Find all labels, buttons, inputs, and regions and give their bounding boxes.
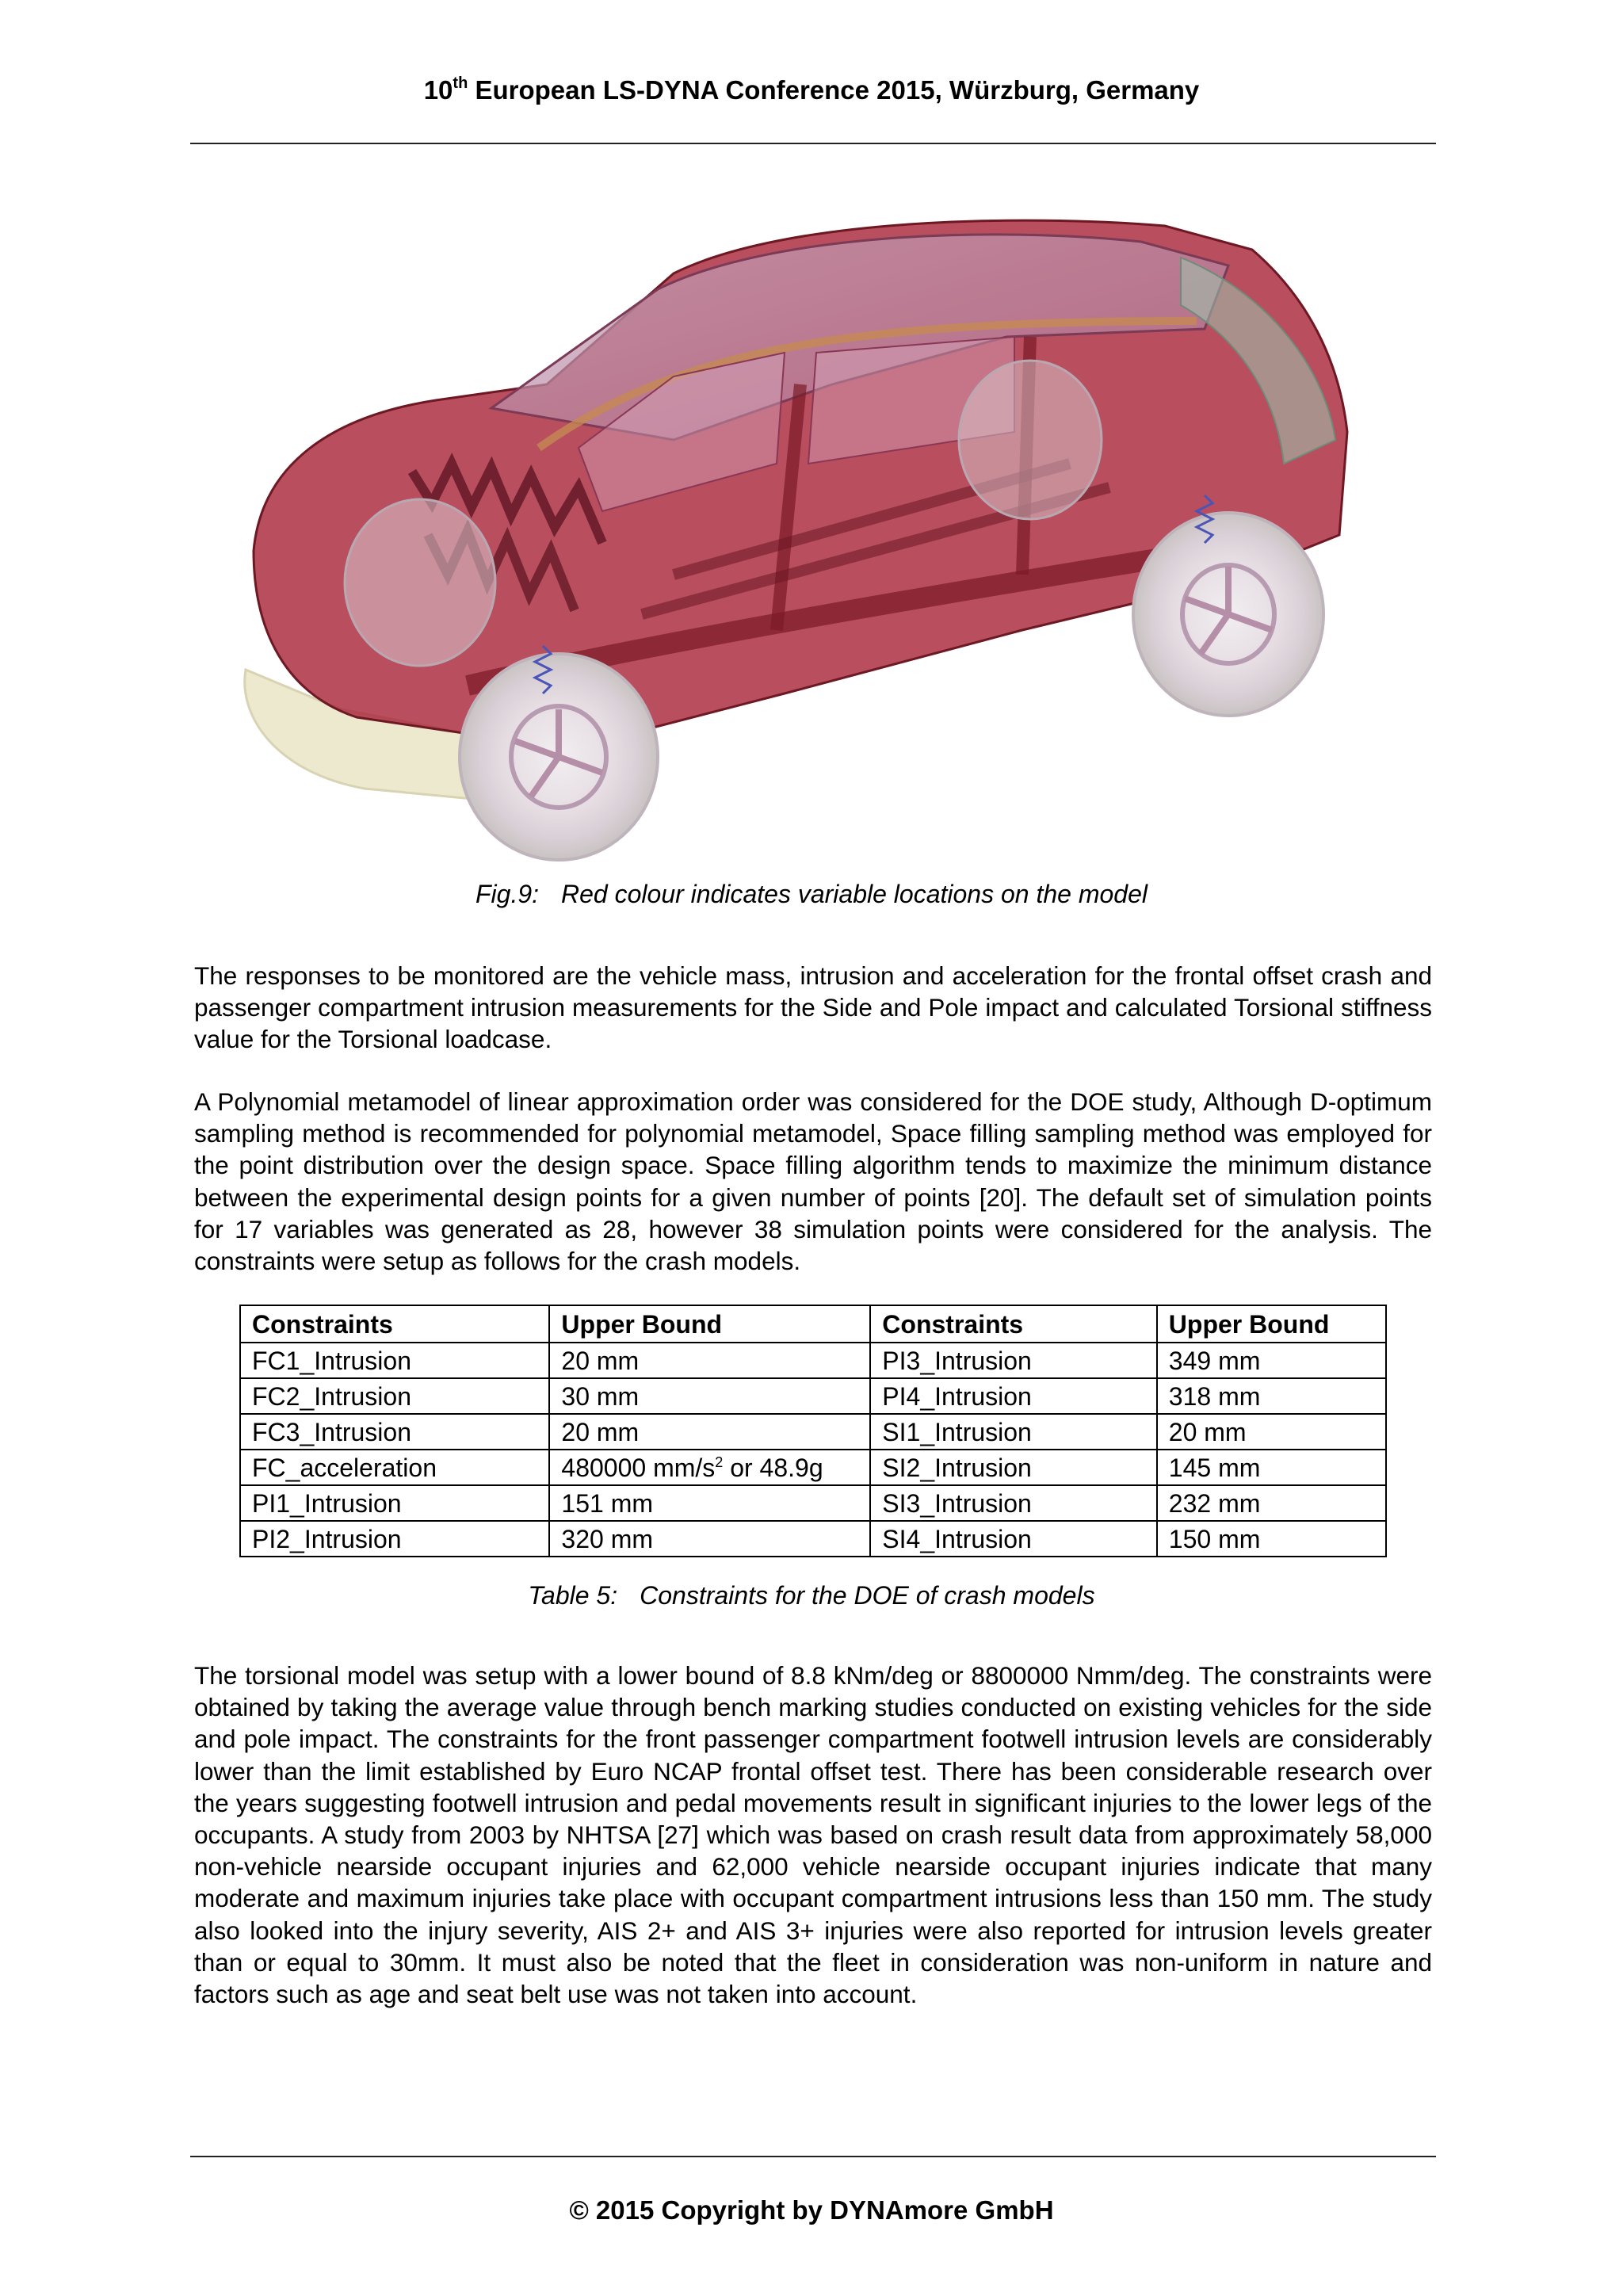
header-title: European LS-DYNA Conference 2015, Würzburg, Germany <box>475 75 1200 105</box>
table-caption-label: Table 5: <box>528 1581 618 1610</box>
table-cell: SI1_Intrusion <box>870 1414 1157 1450</box>
table-header-cell: Constraints <box>870 1305 1157 1343</box>
header-ordinal-suffix: th <box>453 74 468 92</box>
table-cell-acceleration <box>549 1450 870 1485</box>
front-right-wheel <box>345 499 495 666</box>
table-cell: SI3_Intrusion <box>870 1485 1157 1521</box>
table-header-cell: Constraints <box>240 1305 549 1343</box>
table-cell: 20 mm <box>549 1343 870 1378</box>
paragraph-metamodel: A Polynomial metamodel of linear approximation order was considered for the DOE study, Although D-optimum sampling method is recommended for polynomial metamodel, Space filling sampling method was employed for the point distribution over the design space. Space filling algorithm tends to maximize the minimum distance between the experimental design points for a given number of points [20]. The default set of simulation points for 17 variables was generated as 28, however 38 simulation points were considered for the analysis. The constraints were setup as follows for the crash models. <box>194 1087 1432 1276</box>
table-cell: 318 mm <box>1157 1378 1386 1414</box>
table-cell: 349 mm <box>1157 1343 1386 1378</box>
table-cell: 30 mm <box>549 1378 870 1414</box>
table-cell: PI1_Intrusion <box>240 1485 549 1521</box>
rear-right-wheel <box>959 361 1102 519</box>
header-ordinal: 10 <box>423 75 453 105</box>
table-header-cell: Upper Bound <box>549 1305 870 1343</box>
figure-caption-text: Red colour indicates variable locations on the model <box>561 880 1148 908</box>
table-row <box>240 1378 1386 1414</box>
table-cell: SI2_Intrusion <box>870 1450 1157 1485</box>
table-cell: FC_acceleration <box>240 1450 549 1485</box>
table-row <box>240 1521 1386 1557</box>
table-cell: 151 mm <box>549 1485 870 1521</box>
table-caption-text: Constraints for the DOE of crash models <box>640 1581 1095 1610</box>
table-cell: SI4_Intrusion <box>870 1521 1157 1557</box>
table-row <box>240 1414 1386 1450</box>
header-rule <box>190 143 1436 144</box>
table-cell: 20 mm <box>549 1414 870 1450</box>
table-header-cell: Upper Bound <box>1157 1305 1386 1343</box>
vehicle-model-figure <box>230 202 1395 868</box>
table-row <box>240 1450 1386 1485</box>
table-cell: FC1_Intrusion <box>240 1343 549 1378</box>
table-cell: FC2_Intrusion <box>240 1378 549 1414</box>
paragraph-responses: The responses to be monitored are the vehicle mass, intrusion and acceleration for the frontal offset crash and passenger compartment intrusion measurements for the Side and Pole impact and calculated Torsional stiffness value for the Torsional loadcase. <box>194 961 1432 1054</box>
table-cell: PI3_Intrusion <box>870 1343 1157 1378</box>
page-footer: © 2015 Copyright by DYNAmore GmbH <box>569 2195 1054 2225</box>
table-cell: 145 mm <box>1157 1450 1386 1485</box>
table-caption <box>0 1580 1623 1611</box>
rear-left-wheel <box>1133 513 1323 716</box>
figure-caption <box>0 878 1623 910</box>
table-row <box>240 1343 1386 1378</box>
table-cell: 150 mm <box>1157 1521 1386 1557</box>
accel-suffix: or 48.9g <box>723 1453 823 1482</box>
table-cell: FC3_Intrusion <box>240 1414 549 1450</box>
table-header-row <box>240 1305 1386 1343</box>
table-cell: 320 mm <box>549 1521 870 1557</box>
accel-value: 480000 mm/s <box>561 1453 716 1482</box>
table-cell: 20 mm <box>1157 1414 1386 1450</box>
page-header <box>0 73 1623 108</box>
paragraph-torsional: The torsional model was setup with a lower bound of 8.8 kNm/deg or 8800000 Nmm/deg. The constraints were obtained by taking the average value through bench marking studies conducted on existing vehicles for the side and pole impact. The constraints for the front passenger compartment footwell intrusion levels are considerably lower than the limit established by Euro NCAP frontal offset test. There has been considerable research over the years suggesting footwell intrusion and pedal movements result in significant injuries to the lower legs of the occupants. A study from 2003 by NHTSA [27] which was based on crash result data from approximately 58,000 non-vehicle nearside occupant injuries and 62,000 vehicle nearside occupant injuries indicate that many moderate and maximum injuries take place with occupant compartment intrusions less than 150 mm. The study also looked into the injury severity, AIS 2+ and AIS 3+ injuries were also reported for intrusion levels greater than or equal to 30mm. It must also be noted that the fleet in consideration was non-uniform in nature and factors such as age and seat belt use was not taken into account. <box>194 1661 1432 2009</box>
footer-rule <box>190 2156 1436 2157</box>
table-cell: 232 mm <box>1157 1485 1386 1521</box>
table-row <box>240 1485 1386 1521</box>
table-cell: PI2_Intrusion <box>240 1521 549 1557</box>
accel-exponent: 2 <box>715 1454 724 1470</box>
table-cell: PI4_Intrusion <box>870 1378 1157 1414</box>
constraints-table <box>239 1305 1387 1557</box>
figure-caption-label: Fig.9: <box>475 880 540 908</box>
front-left-wheel <box>460 654 658 860</box>
